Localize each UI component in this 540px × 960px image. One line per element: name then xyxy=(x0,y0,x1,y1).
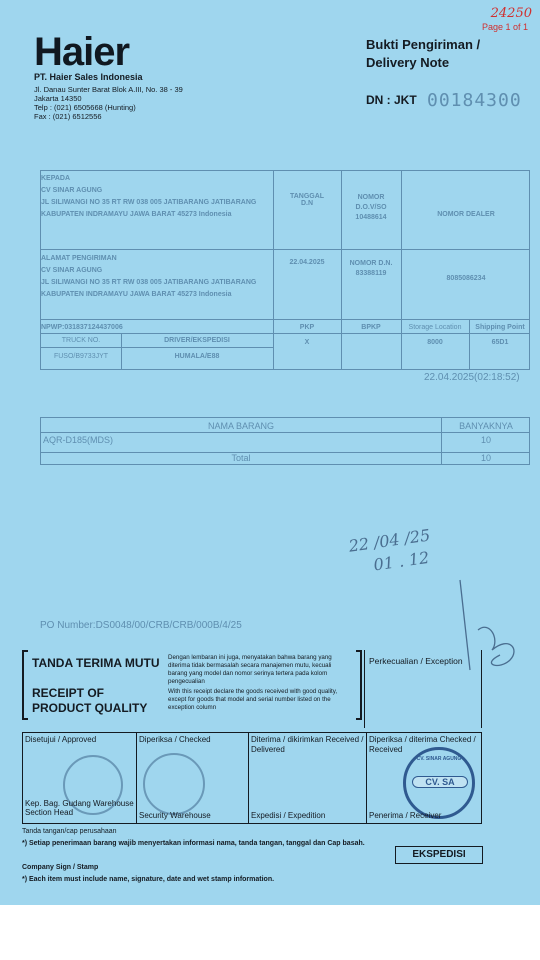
receipt-text-en: With this receipt declare the goods received with good quality, except for goods that model and serial number listed on the exception column xyxy=(168,688,338,711)
col-divider xyxy=(121,333,122,369)
document-title xyxy=(366,36,526,72)
dealer-number: 8085086234 xyxy=(446,275,486,282)
item-name: AQR-D185(MDS) xyxy=(43,435,114,445)
nomor-sub: D.O.V/SO xyxy=(355,204,387,211)
expedition-label: Expedisi / Expedition xyxy=(251,811,326,820)
approved-cell xyxy=(23,733,137,823)
total-qty: 10 xyxy=(480,453,491,463)
row-divider xyxy=(41,333,529,334)
haier-logo: Haier xyxy=(34,30,130,74)
receipt-box xyxy=(22,650,362,720)
receiver-label: Penerima / Receiver xyxy=(369,811,442,820)
driver-label: DRIVER/EKSPEDISI xyxy=(164,337,230,344)
nomor-dn-value: 83388119 xyxy=(355,270,387,277)
col-divider xyxy=(401,171,402,319)
col-divider xyxy=(341,319,342,369)
alamat-label: ALAMAT PENGIRIMAN xyxy=(41,255,117,262)
wh-head-label: Kep. Bag. Gudang Warehouse Section Head xyxy=(25,799,134,817)
driver-name: HUMALA/E88 xyxy=(174,353,220,360)
security-label: Security Warehouse xyxy=(139,811,211,820)
row-divider xyxy=(41,249,529,250)
footer-note-en: *) Each item must include name, signature, date and wet stamp information. xyxy=(22,876,275,883)
alamat-block xyxy=(41,253,273,301)
kepada-line: JL SILIWANGI NO 35 RT RW 038 005 JATIBARANG JATIBARANG xyxy=(41,199,257,206)
company-name: PT. Haier Sales Indonesia xyxy=(34,72,143,82)
recipient-table xyxy=(40,170,530,370)
kepada-line: KABUPATEN INDRAMAYU JAWA BARAT 45273 Indonesia xyxy=(41,211,232,218)
row-divider xyxy=(41,319,529,320)
bpkp-header: BPKP xyxy=(361,324,381,331)
nomor-header xyxy=(341,193,401,223)
receipt-title-id: TANDA TERIMA MUTU xyxy=(32,656,160,670)
storage-value: 8000 xyxy=(427,339,443,346)
receipt-text-id: Dengan lembaran ini juga, menyatakan bahwa barang yang diterima tidak bermasalah secara manajemen mutu, kecuali barang yang model dan nomor serinya tertera pada kolom pengecualian xyxy=(168,654,332,685)
footer-company-sign-id: Tanda tangan/cap perusahaan xyxy=(22,828,117,835)
kepada-line: CV SINAR AGUNG xyxy=(41,187,103,194)
row-divider xyxy=(41,432,529,433)
approved-label: Disetujui / Approved xyxy=(25,735,97,744)
truck-label: TRUCK NO. xyxy=(61,337,101,344)
receiver-cell xyxy=(367,733,481,823)
dn-date: 22.04.2025 xyxy=(289,259,325,266)
receipt-title-en: RECEIPT OF PRODUCT QUALITY xyxy=(32,686,148,715)
storage-header: Storage Location xyxy=(408,324,462,331)
kepada-label: KEPADA xyxy=(41,175,71,182)
nomor-dn xyxy=(341,259,401,279)
nomor-value: 10488614 xyxy=(355,214,387,221)
npwp: NPWP:031837124437006 xyxy=(41,324,123,331)
nomor-dealer-header: NOMOR DEALER xyxy=(437,211,495,218)
copy-label-ekspedisi: EKSPEDISI xyxy=(395,846,483,864)
handwritten-time-line: 01 . 12 xyxy=(372,547,431,575)
handwritten-number: 24250 xyxy=(490,6,532,21)
dn-number: 00184300 xyxy=(427,90,522,111)
item-qty: 10 xyxy=(480,435,491,445)
bracket-left xyxy=(22,650,28,720)
alamat-line: JL SILIWANGI NO 35 RT RW 038 005 JATIBARANG JATIBARANG xyxy=(41,279,257,286)
pkp-value: X xyxy=(304,339,310,346)
dn-label: DN : JKT xyxy=(366,93,417,107)
received-label: Diterima / dikirimkan Received / Delivered xyxy=(251,735,364,754)
company-address xyxy=(34,85,214,121)
signature-grid xyxy=(22,732,482,824)
truck-number: FUSO/B9733JYT xyxy=(53,353,109,360)
shipping-value: 65D1 xyxy=(491,339,509,346)
col-header-name: NAMA BARANG xyxy=(207,421,274,431)
stamp-center-text: CV. SA xyxy=(412,776,468,788)
tanggal-sub: D.N xyxy=(300,200,314,207)
checked-cell xyxy=(137,733,249,823)
checked-received-label: Diperiksa / diterima Checked / Received xyxy=(369,735,476,754)
alamat-line: KABUPATEN INDRAMAYU JAWA BARAT 45273 Indonesia xyxy=(41,291,232,298)
phone-line: Telp : (021) 6505668 (Hunting) xyxy=(34,103,136,112)
footer-note-id: *) Setiap penerimaan barang wajib menyertakan informasi nama, tanda tangan, tanggal dan Cap basah. xyxy=(22,840,365,847)
row-divider xyxy=(41,347,273,348)
tanggal-label: TANGGAL xyxy=(289,193,325,200)
stamp-ring-text: CV. SINAR AGUNG xyxy=(416,756,462,762)
kepada-block xyxy=(41,173,273,221)
exception-box xyxy=(364,650,482,728)
title-line: Delivery Note xyxy=(366,55,450,70)
security-stamp xyxy=(143,753,205,815)
pkp-header: PKP xyxy=(299,324,315,331)
fax-line: Fax : (021) 6512556 xyxy=(34,112,102,121)
receiver-stamp xyxy=(403,747,475,819)
nomor-dn-label: NOMOR D.N. xyxy=(349,260,393,267)
items-table xyxy=(40,417,530,465)
footer-company-sign-en: Company Sign / Stamp xyxy=(22,864,99,871)
col-header-qty: BANYAKNYA xyxy=(459,421,513,431)
address-line: Jl. Danau Sunter Barat Blok A.III, No. 38 - 39 xyxy=(34,85,183,94)
handwritten-date xyxy=(347,525,434,580)
received-cell xyxy=(249,733,367,823)
exception-label: Perkecualian / Exception xyxy=(369,656,463,666)
tanggal-header xyxy=(273,193,341,207)
page-indicator: Page 1 of 1 xyxy=(482,22,529,32)
print-timestamp: 22.04.2025(02:18:52) xyxy=(424,372,520,383)
bracket-right xyxy=(356,650,362,720)
shipping-header: Shipping Point xyxy=(475,324,525,331)
address-line: Jakarta 14350 xyxy=(34,94,82,103)
handwritten-date-line: 22 /04 /25 xyxy=(347,525,432,556)
po-number: PO Number:DS0048/00/CRB/CRB/000B/4/25 xyxy=(40,620,242,631)
alamat-line: CV SINAR AGUNG xyxy=(41,267,103,274)
total-label: Total xyxy=(231,453,251,463)
title-line: Bukti Pengiriman / xyxy=(366,37,481,52)
nomor-label: NOMOR xyxy=(357,194,385,201)
checked-label: Diperiksa / Checked xyxy=(139,735,211,744)
